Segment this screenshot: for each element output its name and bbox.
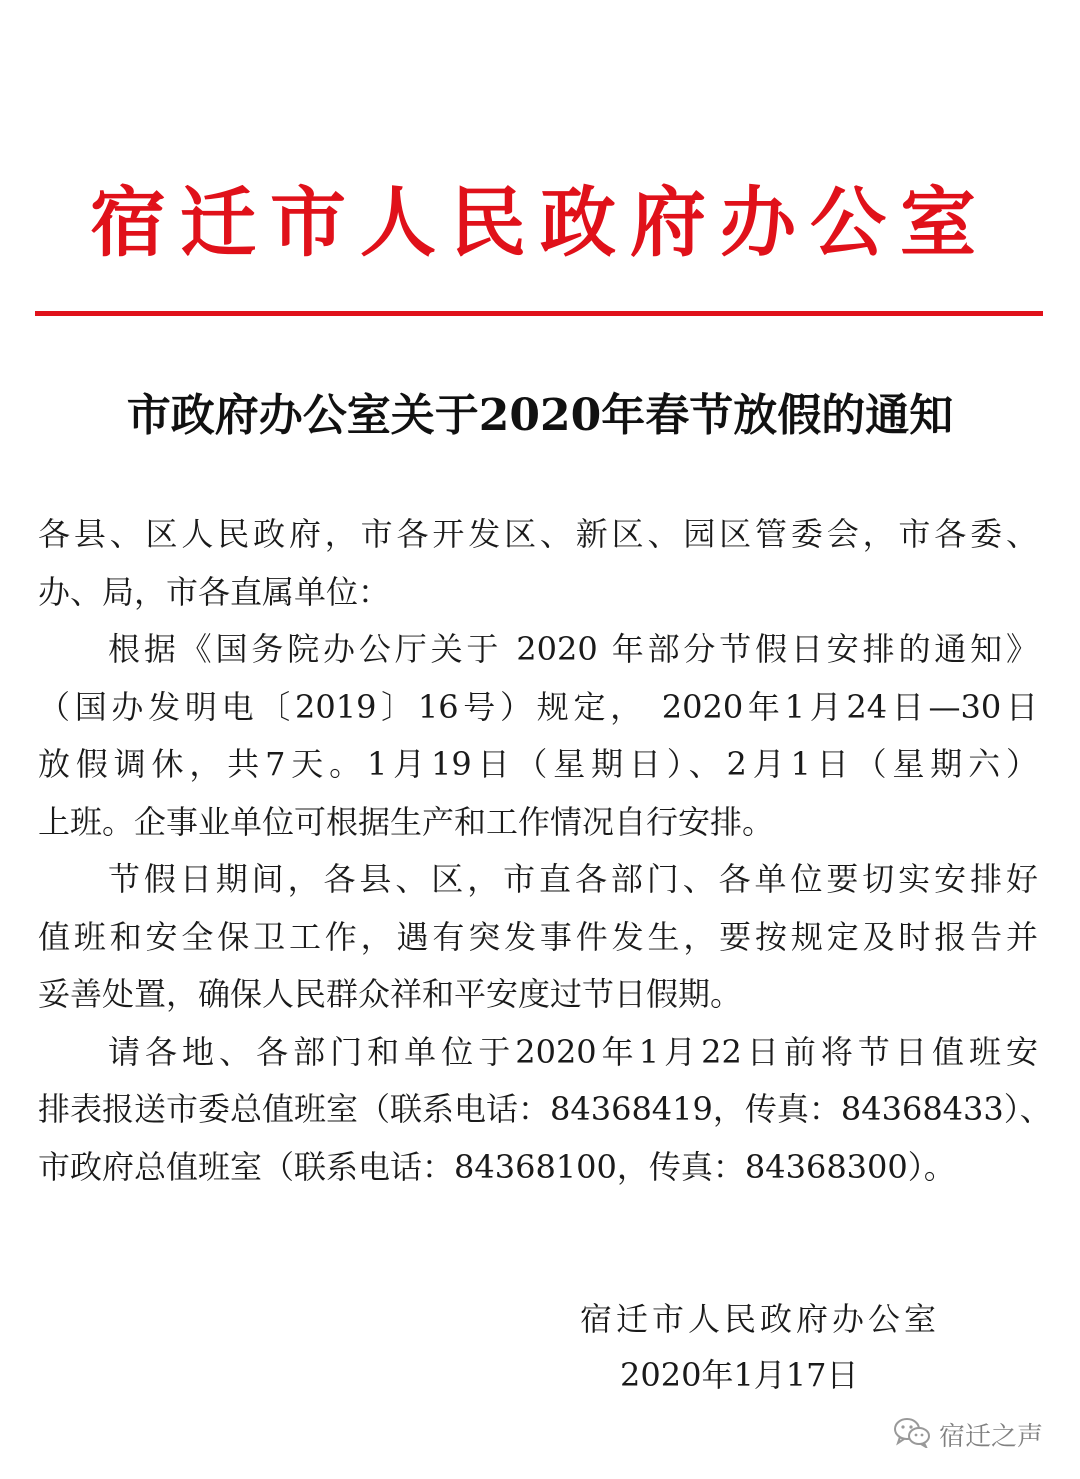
body-line-p3: 排表报送市委总值班室（联系电话：84368419，传真：84368433）、 bbox=[38, 1090, 1052, 1128]
body-line-p2: 值班和安全保卫工作，遇有突发事件发生，要按规定及时报告并 bbox=[38, 917, 1038, 956]
document-title: 市政府办公室关于2020年春节放假的通知 bbox=[126, 390, 954, 441]
body-line-p2: 节假日期间，各县、区，市直各部门、各单位要切实安排好 bbox=[108, 860, 1038, 898]
body-line-p1: 上班。企事业单位可根据生产和工作情况自行安排。 bbox=[38, 802, 775, 841]
wechat-icon bbox=[893, 1416, 931, 1452]
body-line-p1: 根据《国务院办公厅关于 2020 年部分节假日安排的通知》 bbox=[108, 630, 1038, 668]
signature-organization: 宿迁市人民政府办公室 bbox=[580, 1300, 941, 1338]
body-line-recipients-cont: 办、局，市各直属单位： bbox=[38, 572, 391, 611]
watermark bbox=[893, 1414, 1043, 1454]
watermark-text: 宿迁之声 bbox=[939, 1421, 1044, 1452]
document-body bbox=[38, 506, 1052, 1196]
issuing-organization-header: 宿迁市人民政府办公室 bbox=[90, 178, 990, 267]
signature-date: 2020年1月17日 bbox=[620, 1356, 859, 1394]
body-line-recipients: 各县、区人民政府，市各开发区、新区、园区管委会，市各委、 bbox=[38, 515, 1038, 553]
red-divider-line bbox=[35, 311, 1043, 316]
body-line-p2: 妥善处置，确保人民群众祥和平安度过节日假期。 bbox=[38, 975, 743, 1013]
body-line-p3: 市政府总值班室（联系电话：84368100，传真：84368300）。 bbox=[38, 1147, 956, 1186]
body-line-p1: 放假调休，共7天。1月19日（星期日）、2月1日（星期六） bbox=[38, 745, 1038, 783]
body-line-p3: 请各地、各部门和单位于2020年1月22日前将节日值班安 bbox=[108, 1032, 1038, 1071]
body-line-p1: （国办发明电〔2019〕16号）规定， 2020年1月24日—30日 bbox=[38, 687, 1038, 726]
